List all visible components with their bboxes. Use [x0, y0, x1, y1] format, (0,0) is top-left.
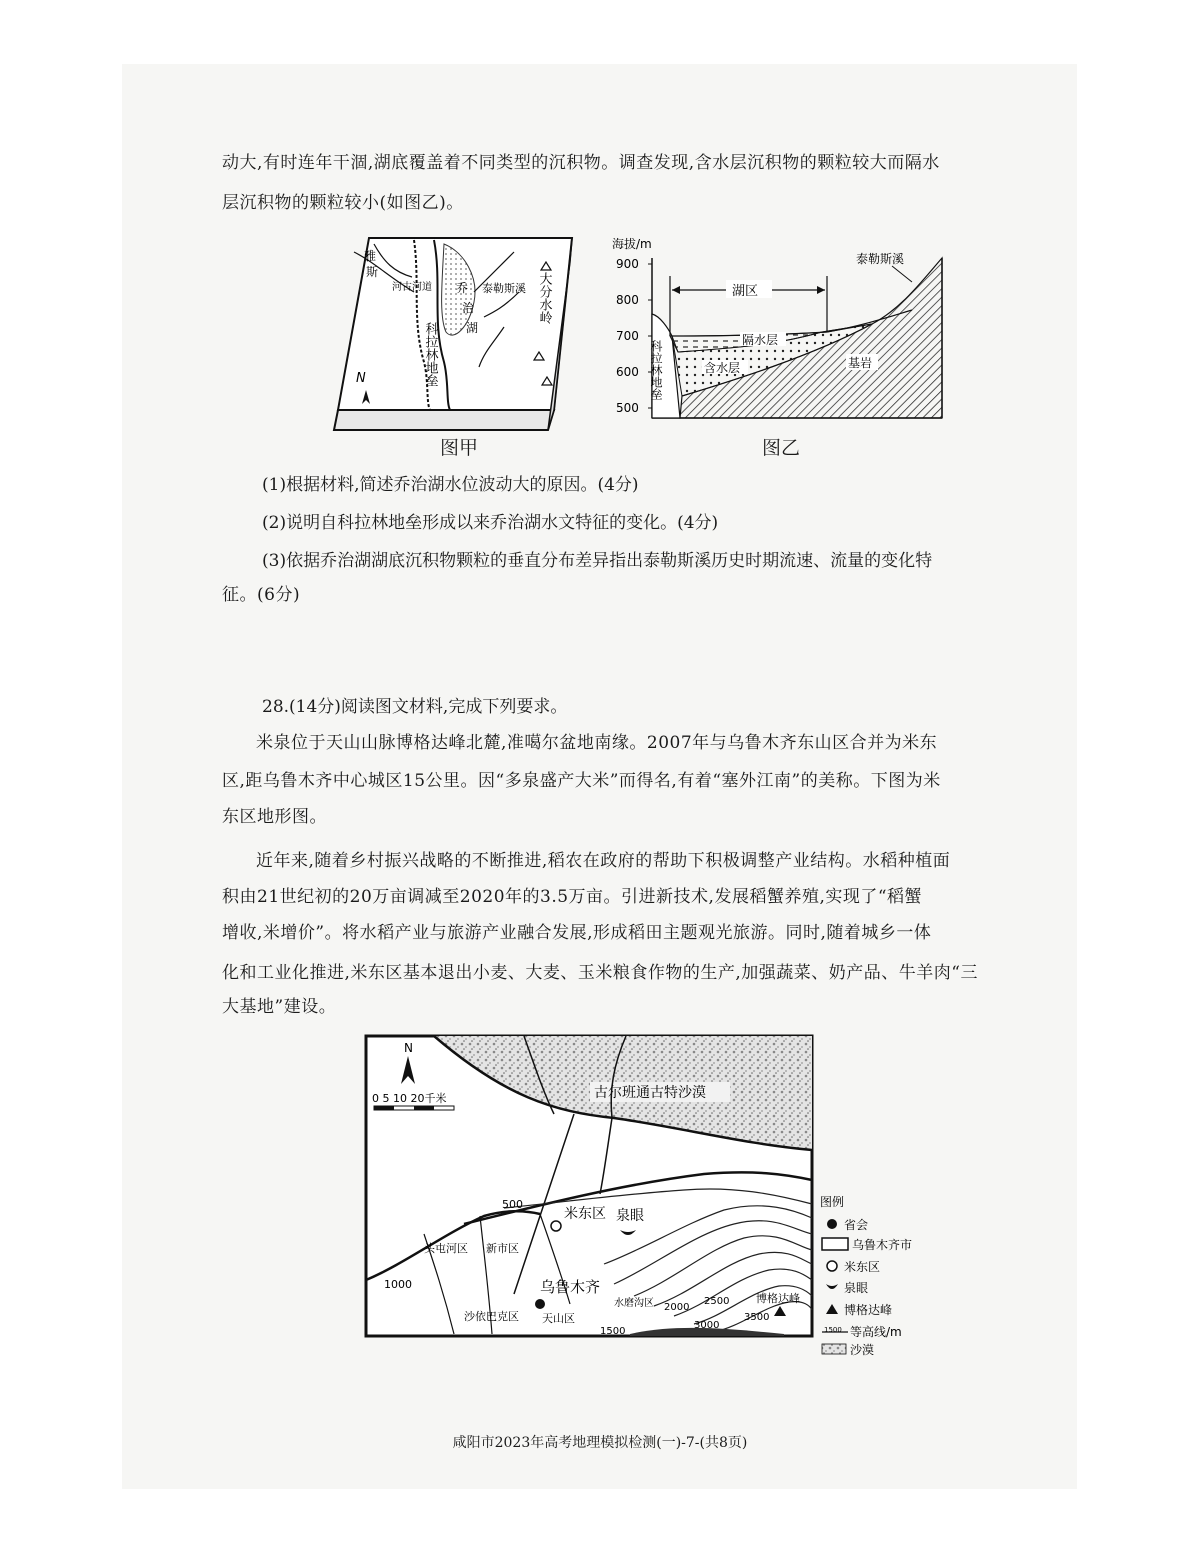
jia-north-label: N	[356, 371, 366, 386]
caption-jia: 图甲	[440, 437, 479, 459]
q28-head: 28.(14分)阅读图文材料,完成下列要求。	[262, 697, 568, 717]
legend-title: 图例	[820, 1195, 845, 1209]
legend-desert-symbol	[822, 1344, 846, 1354]
legend-item-capital: 省会	[844, 1218, 869, 1232]
jia-label-qiao: 乔	[456, 281, 469, 295]
yi-bedrock-label: 基岩	[848, 356, 873, 370]
yi-aquifer-label: 含水层	[704, 361, 741, 375]
jia-label-horst: 科拉林地垒	[422, 322, 438, 387]
jia-label-hu: 湖	[466, 321, 479, 335]
q27-sub-2: (2)说明自科拉林地垒形成以来乔治湖水文特征的变化。(4分)	[262, 513, 719, 533]
yi-stream-label: 泰勒斯溪	[856, 252, 905, 266]
map-bogda-label: 博格达峰	[756, 1292, 800, 1305]
q28-p2-line-3: 增收,米增价”。将水稻产业与旅游产业融合发展,形成稻田主题观光旅游。同时,随着城乡一体	[222, 923, 932, 943]
map-north-label: N	[404, 1041, 413, 1055]
yi-tick-700: 700	[616, 329, 639, 343]
yi-tick-600: 600	[616, 365, 639, 379]
yi-y-title: 海拔/m	[612, 237, 652, 251]
map-contour-2000: 2000	[664, 1302, 690, 1313]
yi-tick-800: 800	[616, 293, 639, 307]
legend-item-contour: 等高线/m	[850, 1325, 902, 1339]
map-scale-label: 0 5 10 20千米	[372, 1092, 447, 1105]
legend-contour-sample: 1500	[824, 1326, 842, 1334]
legend-spring-symbol	[826, 1284, 838, 1289]
caption-yi: 图乙	[762, 437, 801, 459]
q27-sub-3: (3)依据乔治湖湖底沉积物颗粒的垂直分布差异指出泰勒斯溪历史时期流速、流量的变化特	[262, 551, 933, 571]
figure-jia	[334, 232, 574, 432]
jia-label-old-channel: 河古河道	[392, 282, 432, 293]
legend-item-peak: 博格达峰	[844, 1303, 893, 1317]
map-contour-1000: 1000	[384, 1278, 412, 1291]
intro-line-2: 层沉积物的颗粒较小(如图乙)。	[222, 193, 464, 213]
yi-tick-900: 900	[616, 257, 639, 271]
q28-p2-line-1: 近年来,随着乡村振兴战略的不断推进,稻农在政府的帮助下积极调整产业结构。水稻种植面	[256, 851, 951, 871]
map-urumqi-label: 乌鲁木齐	[540, 1278, 601, 1296]
map-contour-3000: 3000	[694, 1320, 720, 1331]
map-legend	[820, 1194, 912, 1357]
legend-item-urumqi: 乌鲁木齐市	[852, 1238, 913, 1252]
q28-p1-line-3: 东区地形图。	[222, 807, 327, 827]
legend-capital-symbol	[827, 1219, 837, 1229]
jia-label-zhi: 治	[462, 301, 475, 315]
intro-line-1: 动大,有时连年干涸,湖底覆盖着不同类型的沉积物。调查发现,含水层沉积物的颗粒较大而隔水	[222, 153, 940, 173]
q27-sub-1: (1)根据材料,简述乔治湖水位波动大的原因。(4分)	[262, 475, 639, 495]
jia-label-stream: 泰勒斯溪	[482, 282, 526, 295]
yi-aquitard-label: 隔水层	[742, 333, 779, 347]
q28-p1-line-2: 区,距乌鲁木齐中心城区15公里。因“多泉盛产大米”而得名,有着“塞外江南”的美称。下图为米	[222, 771, 941, 791]
map-desert-label: 古尔班通古特沙漠	[594, 1085, 706, 1101]
legend-city-symbol	[822, 1238, 848, 1250]
q28-p2-line-4: 化和工业化推进,米东区基本退出小麦、大麦、玉米粮食作物的生产,加强蔬菜、奶产品、牛羊肉“三	[222, 963, 978, 983]
yi-horst-label: 科拉林地垒	[649, 340, 663, 400]
figure-yi	[612, 236, 952, 436]
map-quanyan-label: 泉眼	[616, 1208, 644, 1224]
map-xinshi-label: 新市区	[486, 1242, 519, 1255]
map-contour-500: 500	[502, 1198, 523, 1211]
jia-label-ya: 雅	[364, 249, 377, 263]
page-footer: 咸阳市2023年高考地理模拟检测(一)-7-(共8页)	[452, 1435, 748, 1451]
jia-label-si: 斯	[366, 265, 379, 279]
map-contour-3500: 3500	[744, 1312, 770, 1323]
map-tianshan-label: 天山区	[542, 1312, 575, 1325]
urumqi-marker	[535, 1299, 545, 1309]
legend-item-midong: 米东区	[844, 1260, 881, 1274]
legend-district-symbol	[827, 1261, 837, 1271]
q28-p1-line-1: 米泉位于天山山脉博格达峰北麓,准噶尔盆地南缘。2007年与乌鲁木齐东山区合并为米东	[256, 733, 938, 753]
q28-p2-line-2: 积由21世纪初的20万亩调减至2020年的3.5万亩。引进新技术,发展稻蟹养殖,实现了“稻蟹	[222, 887, 923, 907]
legend-item-desert: 沙漠	[850, 1343, 875, 1357]
map-toutunhe-label: 头屯河区	[424, 1242, 468, 1255]
map-shayibake-label: 沙依巴克区	[464, 1310, 519, 1323]
map-contour-2500: 2500	[704, 1296, 730, 1307]
map-midong-label: 米东区	[564, 1206, 606, 1222]
midong-marker	[551, 1221, 561, 1231]
map-contour-1500: 1500	[600, 1326, 626, 1337]
map-shuimogou-label: 水磨沟区	[614, 1298, 654, 1309]
midong-map	[364, 1034, 913, 1357]
q27-sub-3-cont: 征。(6分)	[222, 585, 301, 605]
legend-item-spring: 泉眼	[844, 1281, 869, 1295]
yi-lake-label: 湖区	[732, 284, 759, 299]
legend-peak-symbol	[826, 1304, 838, 1314]
yi-tick-500: 500	[616, 401, 639, 415]
jia-label-divide: 大分水岭	[536, 272, 552, 324]
q28-p2-line-5: 大基地”建设。	[222, 997, 337, 1017]
